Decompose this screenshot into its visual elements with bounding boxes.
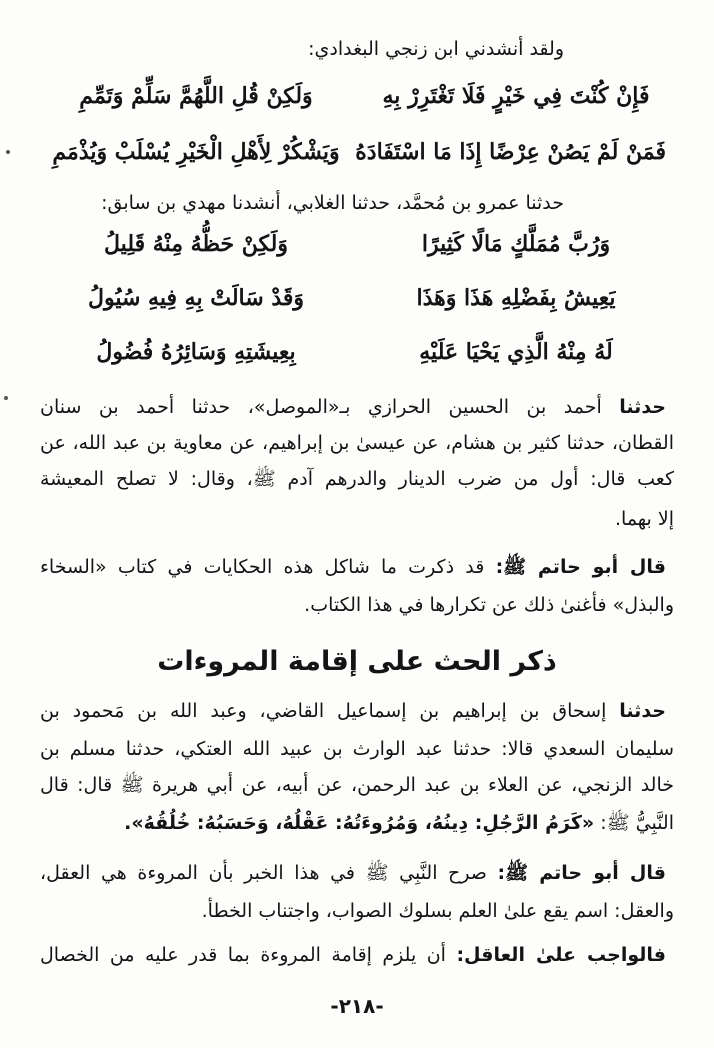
paragraph-3-line-1: حدثنا إسحاق بن إبراهيم بن إسماعيل القاضي، وعبد الله بن مَحمود بن <box>40 700 666 722</box>
paragraph-3-line-4: النَّبِيُّ ﷺ: «كَرَمُ الرَّجُلِ: دِينُهُ، وَمُرُوءَتُهُ: عَقْلُهُ، وَحَسَبُهُ: خُلُقُهُ». <box>124 812 674 834</box>
paragraph-1-line-2: القطان، حدثنا كثير بن هشام، عن عيسىٰ بن إبراهيم، عن معاوية بن عبد الله، عن <box>40 432 674 454</box>
paragraph-2-line-1: قال أبو حاتم ﷺ: قد ذكرت ما شاكل هذه الحكايات في كتاب «السخاء <box>40 556 666 578</box>
paragraph-3-lead: حدثنا <box>619 700 666 722</box>
paragraph-3-line-2: سليمان السعدي قالا: حدثنا عبد الوارث بن عبيد الله العتكي، حدثنا مسلم بن <box>40 738 674 760</box>
paragraph-5-lead: فالواجب علىٰ العاقل: <box>456 944 666 966</box>
poem2-intro: حدثنا عمرو بن مُحمَّد، حدثنا الغلابي، أنشدنا مهدي بن سابق: <box>101 192 564 214</box>
paragraph-4-line-2: والعقل: اسم يقع علىٰ العلم بسلوك الصواب، واجتناب الخطأ. <box>201 900 674 922</box>
paragraph-4-line-1: قال أبو حاتم ﷺ: صرح النَّبِي ﷺ في هذا الخبر بأن المروءة هي العقل، <box>40 862 666 884</box>
poem1-intro: ولقد أنشدني ابن زنجي البغدادي: <box>308 38 564 60</box>
poem1-line1-first-hemistich: فَإِنْ كُنْتَ فِي خَيْرٍ فَلَا تَغْتَرِرْ بِهِ <box>382 83 650 109</box>
paragraph-2-line-2: والبذل» فأغنىٰ ذلك عن تكرارها في هذا الكتاب. <box>304 594 674 616</box>
paragraph-1-line-1: حدثنا أحمد بن الحسين الحرازي بـ«الموصل»، حدثنا أحمد بن سنان <box>40 396 666 418</box>
poem2-line2-first-hemistich: يَعِيشُ بِفَضْلِهِ هَذَا وَهَذَا <box>416 285 616 311</box>
poem1-line2-first-hemistich: فَمَنْ لَمْ يَصُنْ عِرْضًا إِذَا مَا اسْتَفَادَهُ <box>355 139 666 165</box>
poem2-line1-second-hemistich: وَلَكِنْ حَظُّهُ مِنْهُ قَلِيلُ <box>104 231 288 257</box>
paragraph-1-line-3: كعب قال: أول من ضرب الدينار والدرهم آدم ﷺ، وقال: لا تصلح المعيشة <box>40 468 674 490</box>
poem1-line2-second-hemistich: وَيَشْكُرْ لِأَهْلِ الْخَيْرِ يُسْلَبْ وَيُذْمَمِ <box>52 139 340 165</box>
poem2-line2-second-hemistich: وَقَدْ سَالَتْ بِهِ فِيهِ سُيُولُ <box>87 285 305 311</box>
poem2-line3-first-hemistich: لَهُ مِنْهُ الَّذِي يَحْيَا عَلَيْهِ <box>419 339 613 365</box>
paragraph-1-lead: حدثنا <box>619 396 666 418</box>
poem2-line1-first-hemistich: وَرُبَّ مُمَلَّكٍ مَالًا كَثِيرًا <box>421 231 611 257</box>
scan-mark <box>6 150 10 154</box>
page-number: -٢١٨- <box>330 994 384 1018</box>
hadith-quote: «كَرَمُ الرَّجُلِ: دِينُهُ، وَمُرُوءَتُهُ: عَقْلُهُ، وَحَسَبُهُ: خُلُقُهُ». <box>124 812 595 834</box>
poem1-line1-second-hemistich: وَلَكِنْ قُلِ اللَّهُمَّ سَلِّمْ وَتَمِّمِ <box>79 83 313 109</box>
paragraph-5-line-1: فالواجب علىٰ العاقل: أن يلزم إقامة المروءة بما قدر عليه من الخصال <box>40 944 666 966</box>
poem2-line3-second-hemistich: بِعِيشَتِهِ وَسَائِرُهُ فُضُولُ <box>96 339 296 365</box>
scan-mark <box>4 396 8 400</box>
paragraph-4-lead: قال أبو حاتم ﷺ: <box>497 862 666 884</box>
paragraph-3-line-3: خالد الزنجي، عن العلاء بن عبد الرحمن، عن أبيه، عن أبي هريرة ﷺ قال: قال <box>40 774 674 796</box>
section-heading: ذكر الحث على إقامة المروءات <box>157 646 557 677</box>
paragraph-2-lead: قال أبو حاتم ﷺ: <box>495 556 666 578</box>
paragraph-1-line-4: إلا بهما. <box>614 508 674 530</box>
